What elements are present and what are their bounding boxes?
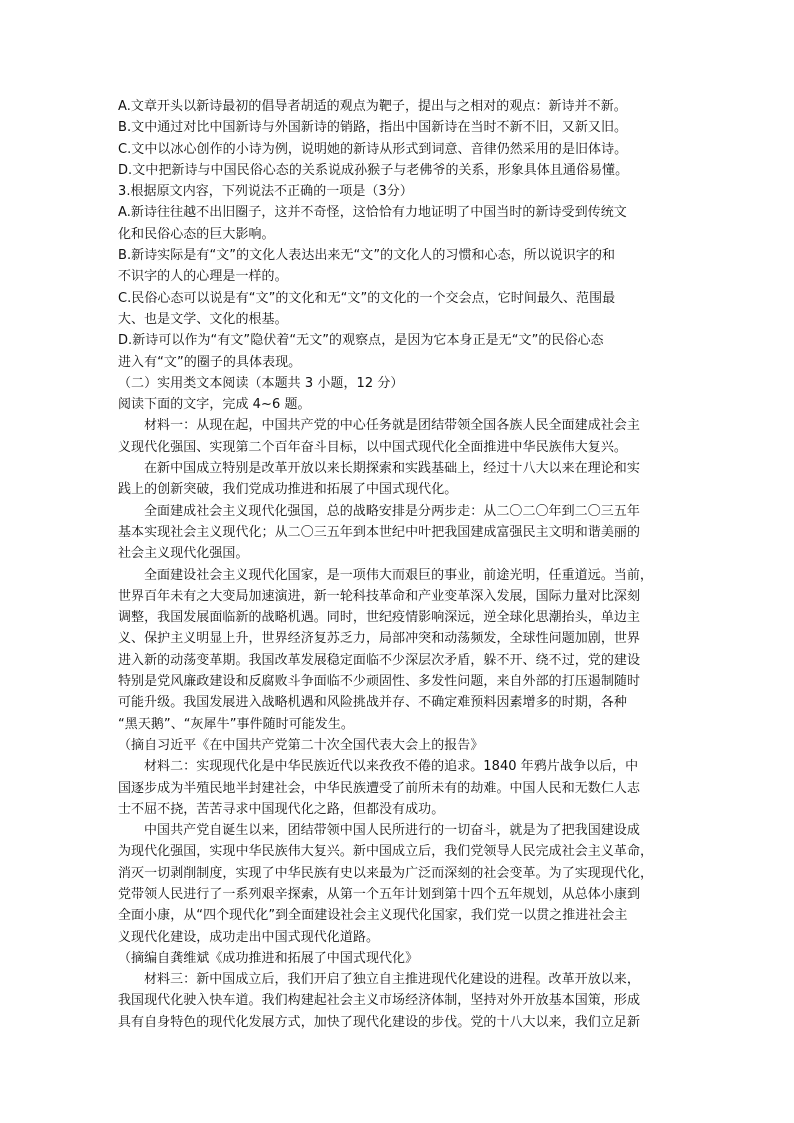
text-line: 材料一：从现在起，中国共产党的中心任务就是团结带领全国各族人民全面建成社会主 xyxy=(144,418,640,434)
text-line: 在新中国成立特别是改革开放以来长期探索和实践基础上，经过十八大以来在理论和实 xyxy=(144,461,640,477)
text-line: B.新诗实际是有“文”的文化人表达出来无“文”的文化人的习惯和心态，所以说识字的和 xyxy=(118,248,616,264)
text-line: 义现代化建设，成功走出中国式现代化道路。 xyxy=(118,929,380,945)
text-line: 国逐步成为半殖民地半封建社会，中华民族遭受了前所未有的劫难。中国人民和无数仁人志 xyxy=(118,780,641,796)
text-line: B.文中通过对比中国新诗与外国新诗的销路，指出中国新诗在当时不新不旧，又新又旧。 xyxy=(118,120,628,136)
text-line: 消灭一切剥削制度，实现了中华民族有史以来最为广泛而深刻的社会变革。为了实现现代化， xyxy=(118,865,654,881)
text-line: 义现代化强国、实现第二个百年奋斗目标，以中国式现代化全面推进中华民族伟大复兴。 xyxy=(118,439,627,455)
text-line: “黑天鹅”、“灰犀牛”事件随时可能发生。 xyxy=(118,716,354,732)
text-line: C.民俗心态可以说是有“文”的文化和无“文”的文化的一个交会点，它时间最久、范围最 xyxy=(118,290,616,306)
text-line: 士不屈不挠，苦苦寻求中国现代化之路，但都没有成功。 xyxy=(118,801,445,817)
text-line: （二）实用类文本阅读（本题共 3 小题，12 分） xyxy=(118,375,404,391)
text-line: C.文中以冰心创作的小诗为例，说明她的新诗从形式到词意、音律仍然采用的是旧体诗。 xyxy=(118,141,628,157)
text-line: A.文章开头以新诗最初的倡导者胡适的观点为靶子，提出与之相对的观点：新诗并不新。 xyxy=(118,99,627,114)
text-line: 党带领人民进行了一系列艰辛探索，从第一个五年计划到第十四个五年规划，从总体小康到 xyxy=(118,886,641,902)
text-line: 全面建成社会主义现代化强国，总的战略安排是分两步走：从二〇二〇年到二〇三五年 xyxy=(144,503,640,519)
text-line: 世界百年未有之大变局加速演进，新一轮科技革命和产业变革深入发展，国际力量对比深刻 xyxy=(118,588,641,604)
text-line: 具有自身特色的现代化发展方式，加快了现代化建设的步伐。党的十八大以来，我们立足新 xyxy=(118,1014,641,1030)
document-page xyxy=(118,96,686,1033)
text-line: D.文中把新诗与中国民俗心态的关系说成孙猴子与老佛爷的关系，形象具体且通俗易懂。 xyxy=(118,162,629,178)
text-line: 阅读下面的文字，完成 4~6 题。 xyxy=(118,397,311,413)
text-line: 特别是党风廉政建设和反腐败斗争面临不少顽固性、多发性问题，来自外部的打压遏制随时 xyxy=(118,674,641,690)
text-line: D.新诗可以作为“有文”隐伏着“无文”的观察点，是因为它本身正是无“文”的民俗心态 xyxy=(118,333,604,349)
text-line: 进入新的动荡变革期。我国改革发展稳定面临不少深层次矛盾，躲不开、绕不过，党的建设 xyxy=(118,652,641,668)
text-line: 化和民俗心态的巨大影响。 xyxy=(118,226,275,242)
text-line: 为现代化强国，实现中华民族伟大复兴。新中国成立后，我们党领导人民完成社会主义革命， xyxy=(118,844,654,860)
text-line: 大、也是文学、文化的根基。 xyxy=(118,311,288,327)
text-line: 中国共产党自诞生以来，团结带领中国人民所进行的一切奋斗，就是为了把我国建设成 xyxy=(144,823,640,839)
text-line: （摘编自龚维斌《成功推进和拓展了中国式现代化》 xyxy=(118,950,419,966)
text-line: （摘自习近平《在中国共产党第二十次全国代表大会上的报告》 xyxy=(118,737,484,753)
text-line: 3.根据原文内容，下列说法不正确的一项是（3分） xyxy=(118,184,413,200)
text-line: 调整，我国发展面临新的战略机遇。同时，世纪疫情影响深远，逆全球化思潮抬头，单边主 xyxy=(118,610,641,626)
text-line: A.新诗往往越不出旧圈子，这并不奇怪，这恰恰有力地证明了中国当时的新诗受到传统文 xyxy=(118,205,627,221)
text-line: 我国现代化驶入快车道。我们构建起社会主义市场经济体制，坚持对外开放基本国策，形成 xyxy=(118,993,641,1009)
text-line: 可能升级。我国发展进入战略机遇和风险挑战并存、不确定难预料因素增多的时期，各种 xyxy=(118,695,627,711)
text-line: 不识字的人的心理是一样的。 xyxy=(118,269,288,285)
text-line: 材料三：新中国成立后，我们开启了独立自主推进现代化建设的进程。改革开放以来， xyxy=(144,972,640,988)
text-line: 社会主义现代化强国。 xyxy=(118,546,249,562)
text-line: 全面小康，从“四个现代化”到全面建设社会主义现代化国家，我们党一以贯之推进社会主 xyxy=(118,908,628,924)
text-line: 践上的创新突破，我们党成功推进和拓展了中国式现代化。 xyxy=(118,482,458,498)
text-line: 义、保护主义明显上升，世界经济复苏乏力，局部冲突和动荡频发，全球性问题加剧，世界 xyxy=(118,631,641,647)
text-line: 全面建设社会主义现代化国家，是一项伟大而艰巨的事业，前途光明，任重道远。当前， xyxy=(144,567,653,583)
text-line: 基本实现社会主义现代化；从二〇三五年到本世纪中叶把我国建成富强民主文明和谐美丽的 xyxy=(118,524,641,540)
text-line: 进入有“文”的圈子的具体表现。 xyxy=(118,354,302,370)
text-line: 材料二：实现现代化是中华民族近代以来孜孜不倦的追求。1840 年鸦片战争以后，中 xyxy=(144,759,639,775)
